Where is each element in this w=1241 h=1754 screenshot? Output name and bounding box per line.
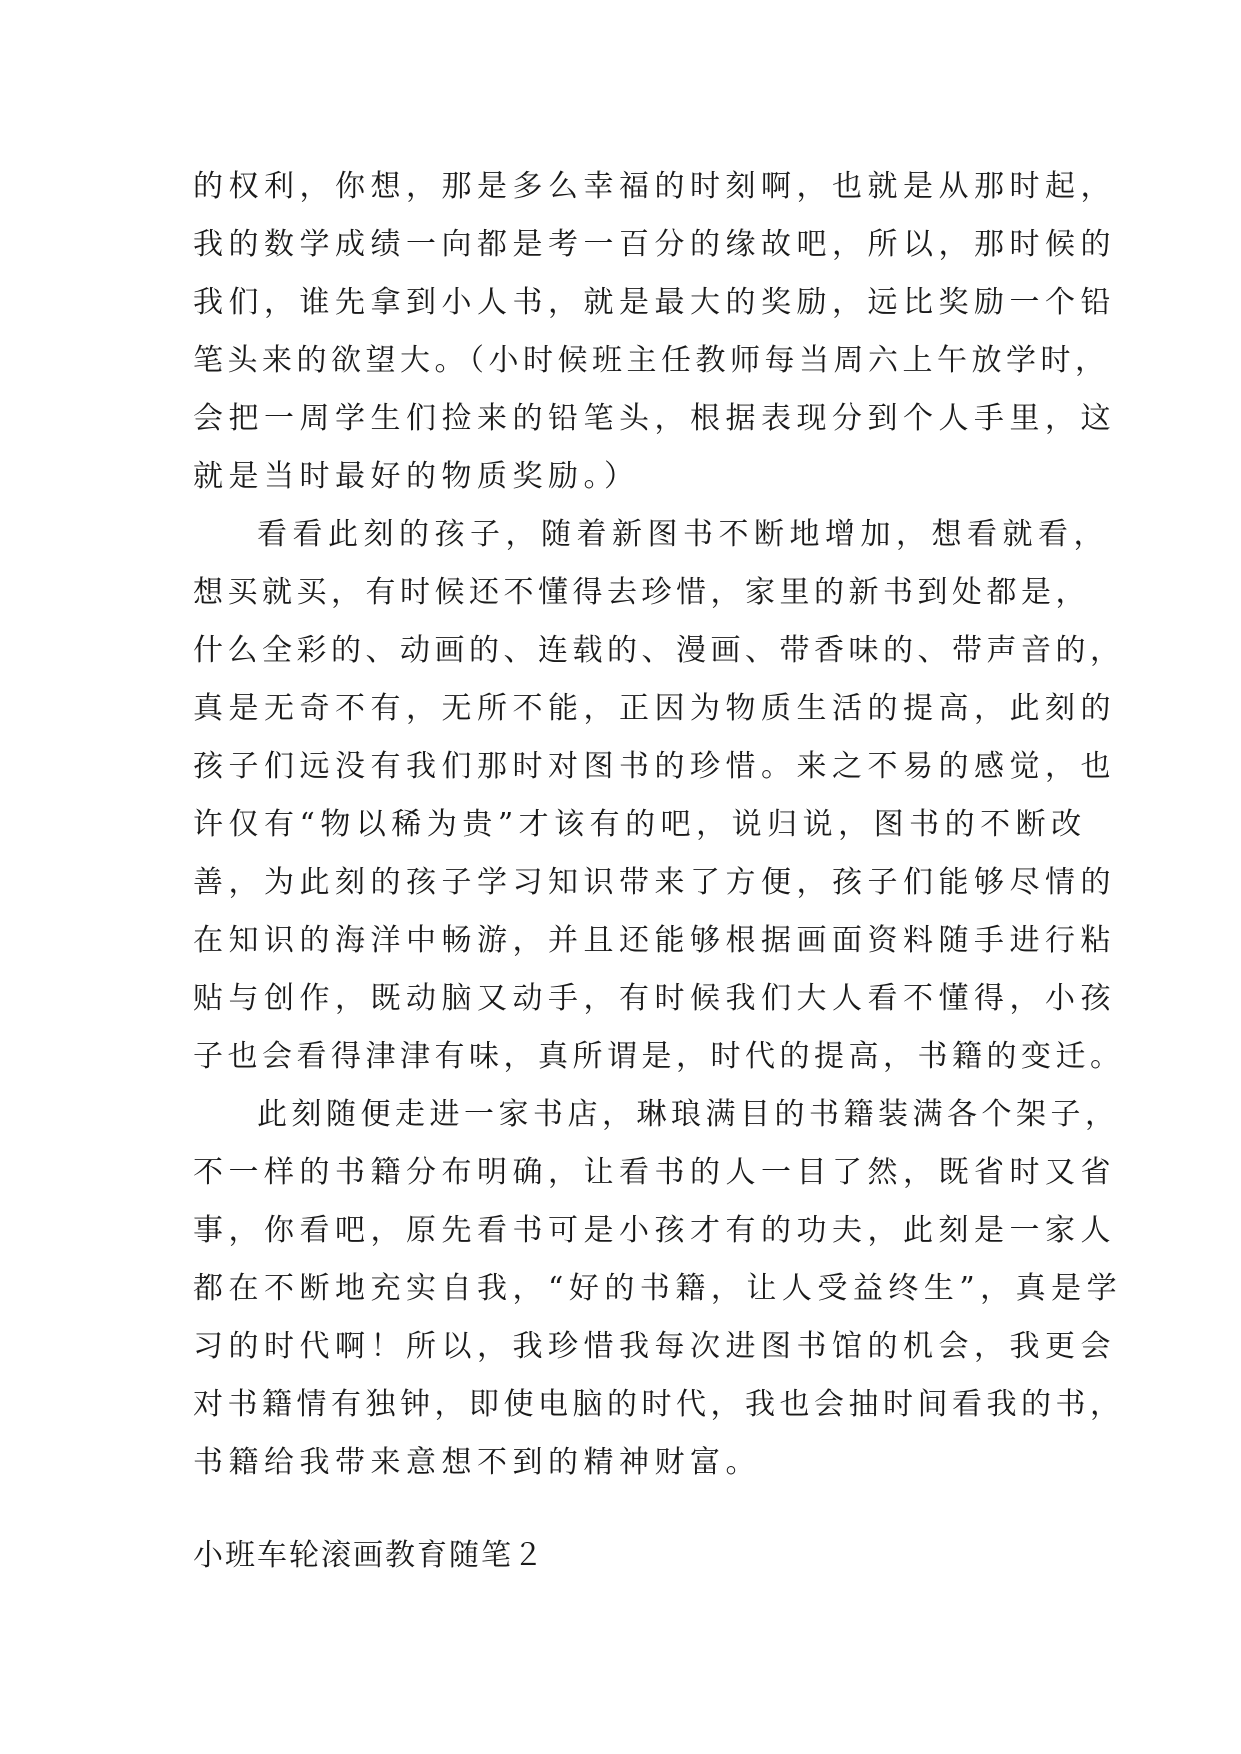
paragraph — [193, 158, 1116, 506]
section-heading: 小班车轮滚画教育随笔２ — [193, 1538, 545, 1573]
text-line: 善，为此刻的孩子学习知识带来了方便，孩子们能够尽情的 — [193, 865, 1116, 900]
text-line: 在知识的海洋中畅游，并且还能够根据画面资料随手进行粘 — [193, 923, 1116, 958]
text-line: 我的数学成绩一向都是考一百分的缘故吧，所以，那时候的 — [193, 227, 1116, 262]
text-line: 孩子们远没有我们那时对图书的珍惜。来之不易的感觉，也 — [193, 749, 1116, 784]
body-text — [193, 158, 1125, 1492]
text-line: 对书籍情有独钟，即使电脑的时代，我也会抽时间看我的书， — [193, 1387, 1125, 1422]
text-line: 书籍给我带来意想不到的精神财富。 — [193, 1445, 761, 1480]
text-line: 我们，谁先拿到小人书，就是最大的奖励，远比奖励一个铅 — [193, 285, 1116, 320]
paragraph — [193, 506, 1125, 1086]
text-line: 不一样的书籍分布明确，让看书的人一目了然，既省时又省 — [193, 1155, 1116, 1190]
text-line: 什么全彩的、动画的、连载的、漫画、带香味的、带声音的， — [193, 633, 1125, 668]
text-line: 想买就买，有时候还不懂得去珍惜，家里的新书到处都是， — [193, 575, 1090, 610]
text-line: 习的时代啊！所以，我珍惜我每次进图书馆的机会，我更会 — [193, 1329, 1116, 1364]
text-line: 会把一周学生们捡来的铅笔头，根据表现分到个人手里，这 — [193, 401, 1116, 436]
text-line: 就是当时最好的物质奖励。） — [193, 459, 640, 494]
text-line: 笔头来的欲望大。（小时候班主任教师每当周六上午放学时， — [193, 343, 1110, 378]
text-line: 真是无奇不有，无所不能，正因为物质生活的提高，此刻的 — [193, 691, 1116, 726]
text-line: 此刻随便走进一家书店，琳琅满目的书籍装满各个架子， — [257, 1097, 1120, 1132]
text-line: 都在不断地充实自我，“好的书籍，让人受益终生”，真是学 — [193, 1271, 1123, 1306]
text-line: 贴与创作，既动脑又动手，有时候我们大人看不懂得，小孩 — [193, 981, 1116, 1016]
text-line: 看看此刻的孩子，随着新图书不断地增加，想看就看， — [257, 517, 1109, 552]
paragraph — [193, 1086, 1125, 1492]
text-line: 事，你看吧，原先看书可是小孩才有的功夫，此刻是一家人 — [193, 1213, 1116, 1248]
text-line: 子也会看得津津有味，真所谓是，时代的提高，书籍的变迁。 — [193, 1039, 1125, 1074]
text-line: 许仅有“物以稀为贵”才该有的吧，说归说，图书的不断改 — [193, 807, 1087, 842]
text-line: 的权利，你想，那是多么幸福的时刻啊，也就是从那时起， — [193, 169, 1116, 204]
